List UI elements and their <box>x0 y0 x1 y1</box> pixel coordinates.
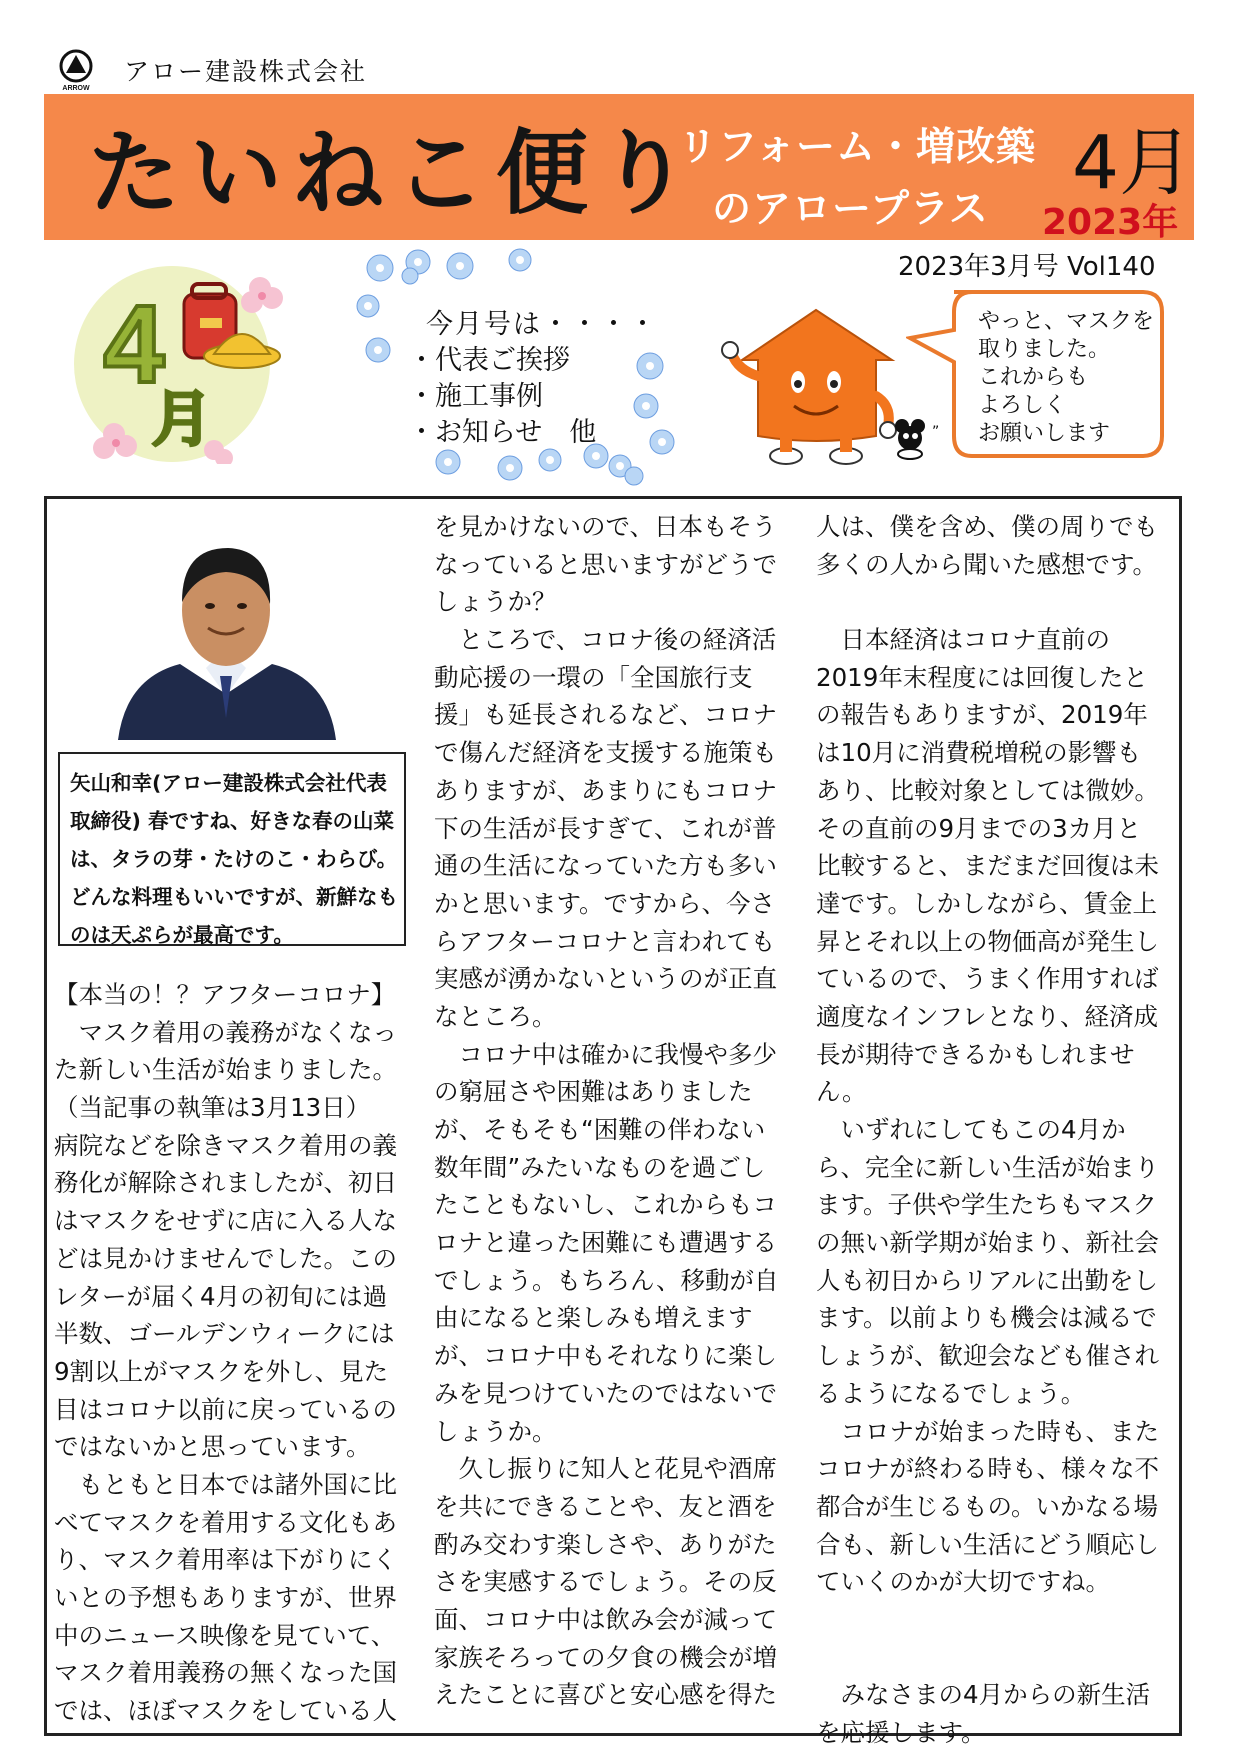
article-line: が、コロナ中もそれなりに楽し <box>434 1341 777 1371</box>
badge-number: 4 <box>103 283 165 406</box>
article-line: 務化が解除されましたが、初日 <box>54 1168 397 1198</box>
article-line: 通の生活になっていた方も多い <box>434 851 777 881</box>
article-line: は10月に消費税増税の影響も <box>816 738 1142 768</box>
article-line: 援」も延長されるなど、コロナ <box>434 700 777 730</box>
article-line: を応援します。 <box>816 1718 986 1747</box>
banner-month: 4月 <box>1072 120 1194 206</box>
article-line <box>816 1639 1159 1677</box>
article-line: しょうが、歓迎会なども催され <box>816 1341 1159 1371</box>
article-line: 家族そろっての夕食の機会が増 <box>434 1642 777 1672</box>
article-line: ところで、コロナ後の経済活 <box>434 625 777 655</box>
issue-number: 2023年3月号 Vol140 <box>898 252 1156 282</box>
article-line: コロナ中は確かに我慢や多少 <box>434 1039 777 1069</box>
article-line: えたことに喜びと安心感を得た <box>434 1680 777 1710</box>
article-line: かと思います。ですから、今さ <box>434 888 776 918</box>
article-line: 多くの人から聞いた感想です。 <box>816 549 1158 579</box>
article-line: はマスクをせずに店に入る人な <box>54 1206 397 1236</box>
article-line: マスク着用義務の無くなった国 <box>54 1658 397 1688</box>
contents-item: ・お知らせ 他 <box>408 417 597 448</box>
article-line: らアフターコロナと言われても <box>434 926 776 956</box>
article-line: 合も、新しい生活にどう順応し <box>816 1529 1159 1559</box>
article-column-2 <box>434 508 778 1714</box>
bubble-line: これからも <box>978 365 1089 390</box>
article-line: ありますが、あまりにもコロナ <box>434 775 777 805</box>
article-line: 半数、ゴールデンウィークには <box>54 1319 395 1349</box>
article-line: しょうか？ <box>434 587 557 617</box>
bubble-line: お願いします <box>978 421 1111 446</box>
bubble-line: やっと、マスクを <box>978 309 1155 334</box>
bubble-line: よろしく <box>978 393 1067 418</box>
article-line: が、そもそも“困難の伴わない <box>434 1115 766 1144</box>
article-line: 人は、僕を含め、僕の周りでも <box>816 512 1159 541</box>
article-line: 久し振りに知人と花見や酒席 <box>434 1454 777 1484</box>
bubble-line: 取りました。 <box>978 337 1111 362</box>
article-line: もともと日本では諸外国に比 <box>54 1469 397 1499</box>
company-name: アロー建設株式会社 <box>124 57 368 86</box>
article-line: を見かけないので、日本もそう <box>434 512 777 541</box>
arrow-logo-icon <box>56 48 96 92</box>
article-line: みを見つけていたのではないで <box>434 1378 777 1408</box>
article-line: ではないかと思っています。 <box>54 1432 371 1462</box>
logo-text: ARROW <box>62 85 90 92</box>
article-line: マスク着用の義務がなくなっ <box>54 1017 397 1047</box>
article-line: 動応援の一環の「全国旅行支 <box>434 662 753 692</box>
april-badge-illustration <box>64 258 294 464</box>
portrait-photo <box>110 518 342 740</box>
article-line: 【本当の！？アフターコロナ】 <box>54 980 396 1009</box>
article-line: （当記事の執筆は3月13日） <box>54 1093 371 1123</box>
article-line: 適度なインフレとなり、経済成 <box>816 1001 1159 1031</box>
article-line: 下の生活が長すぎて、これが普 <box>434 813 777 843</box>
article-line: るようになるでしょう。 <box>816 1378 1086 1408</box>
article-line: では、ほぼマスクをしている人 <box>54 1696 397 1726</box>
article-line: ます。以前よりも機会は減るで <box>816 1303 1157 1333</box>
article-line: なっていると思いますがどうで <box>434 549 777 579</box>
article-line: たこともないし、これからもコ <box>434 1190 777 1220</box>
article-line: 目はコロナ以前に戻っているの <box>54 1394 397 1424</box>
article-line: 酌み交わす楽しさや、ありがた <box>434 1529 777 1559</box>
contents-item: ・代表ご挨拶 <box>408 345 570 376</box>
article-line: 病院などを除きマスク着用の義 <box>54 1130 397 1160</box>
article-line: あり、比較対象としては微妙。 <box>816 775 1159 805</box>
article-line: 面、コロナ中は飲み会が減って <box>434 1604 777 1634</box>
article-line: 長が期待できるかもしれませ <box>816 1039 1135 1069</box>
article-line: の窮屈さや困難はありました <box>434 1077 753 1107</box>
article-line: の無い新学期が始まり、新社会 <box>816 1228 1159 1258</box>
article-line: ん。 <box>816 1077 867 1107</box>
article-line: 日本経済はコロナ直前の <box>816 625 1110 655</box>
article-line: どは見かけませんでした。この <box>54 1243 397 1273</box>
svg-text:”: ” <box>932 424 940 440</box>
article-line: べてマスクを着用する文化もあ <box>54 1507 397 1537</box>
article-line: さを実感するでしょう。その反 <box>434 1567 777 1597</box>
article-line: ら、完全に新しい生活が始まり <box>816 1152 1159 1182</box>
contents-item: ・施工事例 <box>408 381 543 412</box>
article-column-1 <box>54 976 397 1730</box>
article-line: いとの予想もありますが、世界 <box>54 1583 397 1612</box>
article-line: で傷んだ経済を支援する施策も <box>434 738 777 768</box>
banner-year: 2023年 <box>1042 202 1179 243</box>
article-line: の報告もありますが、2019年 <box>816 700 1148 730</box>
article-line: 達です。しかしながら、賃金上 <box>816 888 1158 918</box>
banner-subtitle-1: リフォーム・増改築 <box>678 125 1037 170</box>
article-line: でしょう。もちろん、移動が自 <box>434 1265 779 1295</box>
article-line: を共にできることや、友と酒を <box>434 1491 777 1521</box>
article-line: 比較すると、まだまだ回復は未 <box>816 851 1159 881</box>
article-line: 2019年末程度には回復したと <box>816 662 1148 692</box>
article-line: みなさまの4月からの新生活 <box>816 1680 1151 1710</box>
portrait-caption: 矢山和幸(アロー建設株式会社代表取締役) 春ですね、好きな春の山菜は、タラの芽・たけのこ・わらび。どんな料理もいいですが、新鮮なものは天ぷらが最高です。 <box>58 752 406 946</box>
article-line: その直前の9月までの3カ月と <box>816 813 1142 843</box>
article-line: 都合が生じるもの。いかなる場 <box>816 1491 1159 1521</box>
article-line: 由になると楽しみも増えます <box>434 1303 753 1333</box>
article-line: しょうか。 <box>434 1416 557 1446</box>
article-line: 昇とそれ以上の物価高が発生し <box>816 926 1159 956</box>
article-line: 人も初日からリアルに出勤をし <box>816 1265 1159 1295</box>
article-line: 中のニュース映像を見ていて、 <box>54 1620 396 1650</box>
article-line: た新しい生活が始まりました。 <box>54 1055 397 1085</box>
article-line: 9割以上がマスクを外し、見た <box>54 1356 389 1386</box>
banner-subtitle-2: のアロープラス <box>712 187 989 232</box>
article-line: 数年間”みたいなものを過ごし <box>434 1152 766 1182</box>
article-line: なところ。 <box>434 1001 557 1031</box>
article-line: ているので、うまく作用すれば <box>816 964 1159 994</box>
article-line: コロナが始まった時も、また <box>816 1416 1159 1446</box>
article-line: いずれにしてもこの4月か <box>816 1115 1126 1144</box>
badge-unit: 月 <box>152 385 212 455</box>
article-line <box>816 1601 1159 1639</box>
article-line: レターが届く4月の初旬には過 <box>54 1281 388 1311</box>
article-line: ます。子供や学生たちもマスク <box>816 1190 1158 1220</box>
newsletter-title: たいねこ便り <box>88 119 701 227</box>
article-line: ていくのかが大切ですね。 <box>816 1567 1110 1597</box>
article-line: 実感が湧かないというのが正直 <box>434 964 777 994</box>
article-line: り、マスク着用率は下がりにく <box>54 1545 397 1575</box>
article-line: コロナが終わる時も、様々な不 <box>816 1454 1159 1484</box>
article-line <box>816 583 1159 621</box>
article-column-3 <box>816 508 1159 1752</box>
article-line: ロナと違った困難にも遭遇する <box>434 1228 777 1258</box>
contents-title: 今月号は・・・・ <box>426 309 658 340</box>
